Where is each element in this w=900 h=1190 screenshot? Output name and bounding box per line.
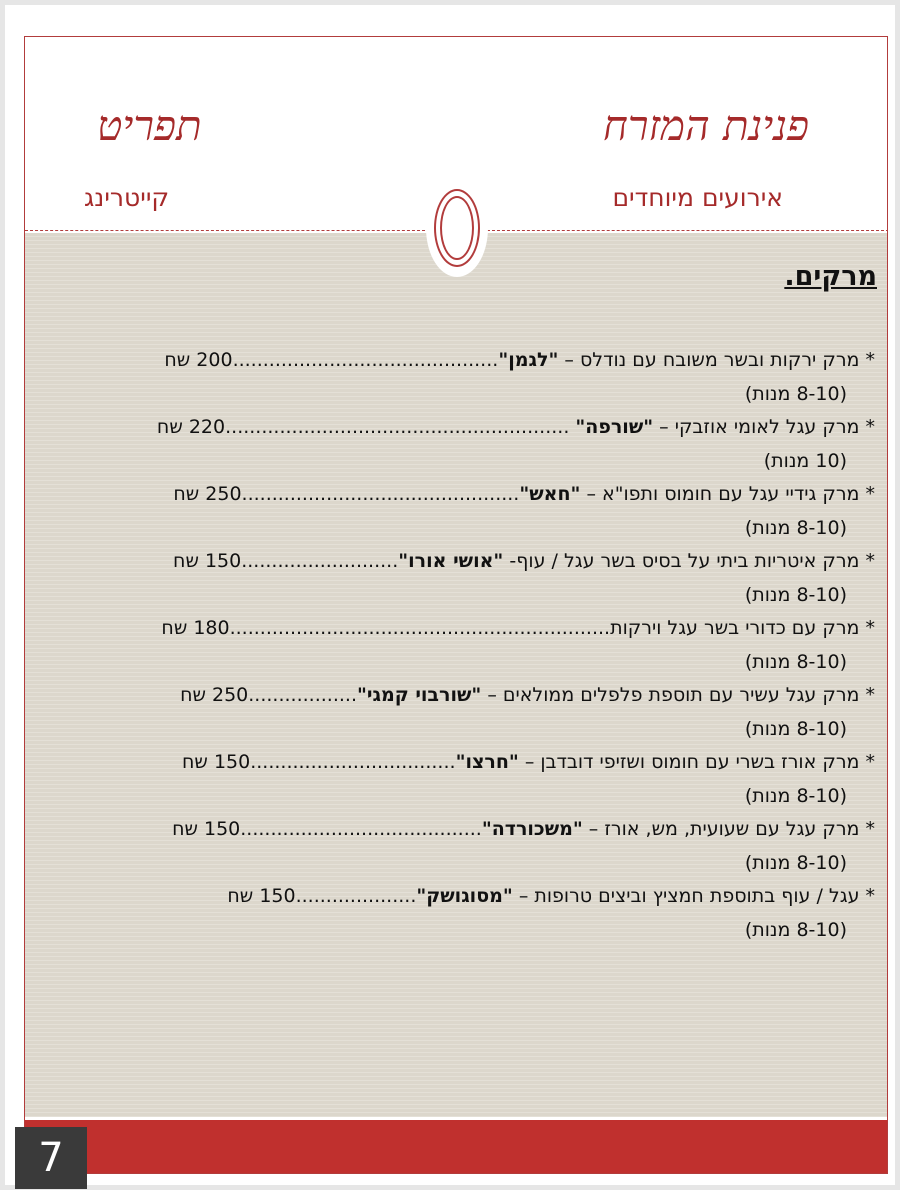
footer-bar: [25, 1120, 887, 1174]
item-line: [173, 548, 875, 574]
menu-item: [115, 548, 875, 615]
item-desc: * מרק עגל עשיר עם תוספת פלפלים ממולאים –: [481, 684, 875, 706]
item-servings: (8-10 מנות): [744, 785, 847, 807]
item-price: ..............................................250 שח: [173, 483, 520, 505]
item-price: ..........................150 שח: [173, 550, 399, 572]
item-price: ..................250 שח: [180, 684, 357, 706]
item-price: ........................................150 שח: [172, 818, 482, 840]
item-desc: * מרק איטריות ביתי על בסיס בשר עגל / עוף-: [503, 550, 875, 572]
menu-item: [115, 347, 875, 414]
section-title: מרקים.: [784, 261, 877, 292]
item-name: "משכורדה": [481, 818, 583, 840]
menu-item: [115, 615, 875, 682]
item-line: [161, 615, 875, 641]
page-number: 7: [15, 1127, 87, 1189]
menu-item: [115, 883, 875, 950]
oval-emblem-icon: [430, 183, 484, 273]
item-name: "חרצו": [455, 751, 519, 773]
soup-list: [115, 347, 875, 950]
menu-item: [115, 682, 875, 749]
menu-item: [115, 749, 875, 816]
item-line: [180, 682, 875, 708]
tagline-catering: קייטרינג: [84, 183, 170, 212]
header-divider-left: [25, 230, 425, 231]
tagline-events: אירועים מיוחדים: [612, 183, 783, 212]
menu-item: [115, 481, 875, 548]
item-desc: * מרק עגל עם שעועית, מש, אורז –: [582, 818, 875, 840]
item-desc: * מרק גידיי עגל עם חומוס ותפו"א –: [580, 483, 875, 505]
item-price: ...............................................................180 שח: [161, 617, 611, 639]
item-servings: (10 מנות): [763, 450, 847, 472]
item-servings: (8-10 מנות): [744, 852, 847, 874]
item-servings: (8-10 מנות): [744, 584, 847, 606]
item-price: ..................................150 שח: [182, 751, 456, 773]
item-desc: * עגל / עוף בתוספת חמציץ וביצים טרופות –: [512, 885, 875, 907]
item-servings: (8-10 מנות): [744, 517, 847, 539]
item-line: [172, 816, 875, 842]
item-name: "לגמן": [498, 349, 559, 371]
item-line: [227, 883, 875, 909]
item-desc: * מרק אורז בשרי עם חומוס ושזיפי דובדבן –: [518, 751, 875, 773]
item-name: "חאש": [519, 483, 581, 505]
menu-item: [115, 414, 875, 481]
menu-frame: [24, 36, 888, 1174]
item-servings: (8-10 מנות): [744, 383, 847, 405]
item-desc: * מרק עגל לאומי אוזבקי –: [653, 416, 875, 438]
page: [5, 5, 895, 1185]
menu-label: תפריט: [97, 101, 202, 150]
item-servings: (8-10 מנות): [744, 651, 847, 673]
item-name: "שורבוי קמגי": [356, 684, 482, 706]
item-line: [182, 749, 875, 775]
item-price: ....................150 שח: [227, 885, 417, 907]
item-name: "אושי אורו": [398, 550, 504, 572]
menu-item: [115, 816, 875, 883]
item-line: [157, 414, 875, 440]
item-servings: (8-10 מנות): [744, 919, 847, 941]
item-line: [164, 347, 875, 373]
item-servings: (8-10 מנות): [744, 718, 847, 740]
item-name: "מסוגושק": [416, 885, 513, 907]
item-desc: * מרק ירקות ובשר משובח עם נודלס –: [558, 349, 875, 371]
item-price: .........................................................220 שח: [156, 416, 576, 438]
item-price: ............................................200 שח: [164, 349, 499, 371]
item-desc: * מרק עם כדורי בשר עגל וירקות: [610, 617, 875, 639]
item-line: [173, 481, 875, 507]
item-name: "שורפה": [575, 416, 654, 438]
header-divider-right: [487, 230, 888, 231]
brand-title: פנינת המזרח: [602, 101, 809, 150]
